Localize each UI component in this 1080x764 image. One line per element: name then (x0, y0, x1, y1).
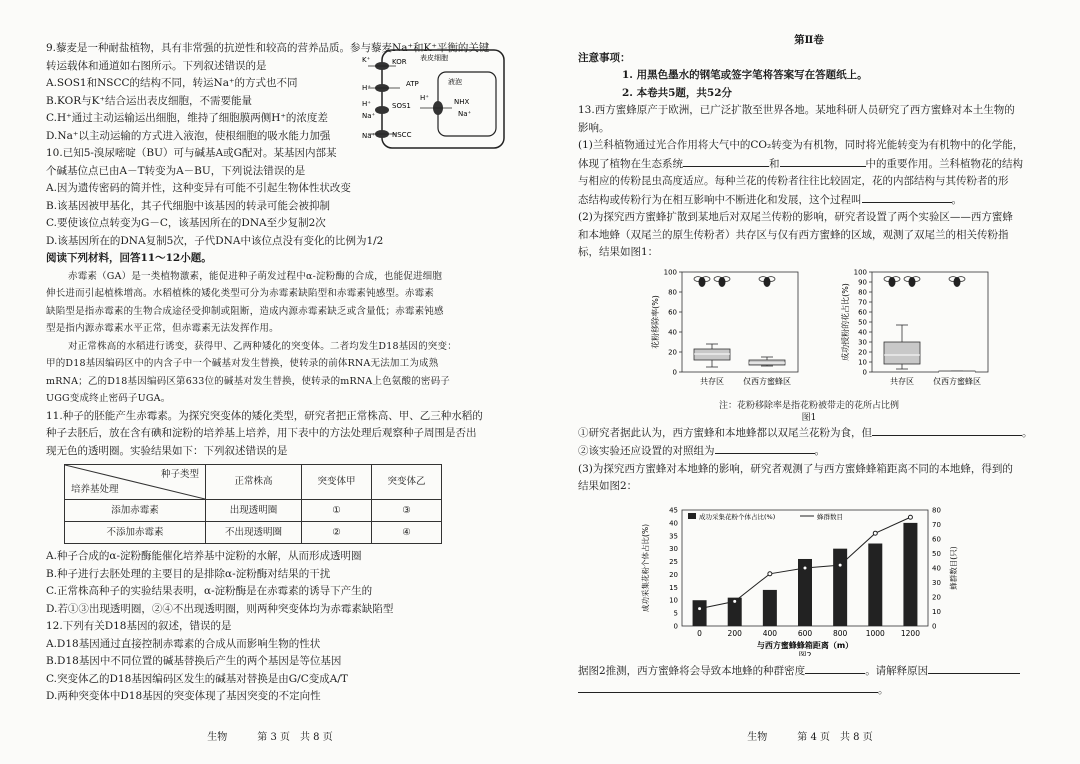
y-tick-label: 100 (663, 268, 677, 276)
box-body (884, 342, 920, 364)
y-tick-label: 10 (669, 596, 678, 605)
y-tick-label: 20 (668, 348, 677, 356)
na-ion: Na⁺ (362, 132, 376, 140)
q13-part1 (578, 191, 1040, 210)
legend-bar-swatch (688, 513, 696, 519)
sos1-label: SOS1 (392, 102, 411, 110)
fig1-label: 图1 (801, 412, 817, 423)
table-header: 正常株高 (206, 465, 302, 500)
x-tick-label: 共存区 (890, 376, 914, 386)
figure-label: 图2 (798, 650, 812, 656)
reading-line: 甲的D18基因编码区中的内含子中一个碱基对发生替换，使转录的前体RNA无法加工为成熟 (46, 358, 439, 369)
q13-part2-question (578, 424, 1040, 443)
vacuole-label: 液泡 (448, 78, 462, 86)
atp-label: ATP (406, 80, 419, 88)
y-tick-label: 20 (858, 348, 867, 356)
y-tick-label: 40 (669, 518, 678, 527)
q13-part2: 标，结果如图1： (578, 246, 659, 258)
line-point (908, 515, 912, 519)
y-tick-label: 100 (853, 268, 867, 276)
q12-option: D.两种突变体中D18基因的突变体现了基因突变的不定向性 (46, 690, 321, 702)
q13-part1 (578, 155, 1040, 174)
answer-blank[interactable] (862, 191, 952, 203)
nscc-label: NSCC (392, 131, 412, 139)
x-tick-label: 仅西方蜜蜂区 (933, 376, 981, 386)
k-ion: K⁺ (362, 56, 371, 64)
sos1-transporter (375, 106, 389, 114)
y2-tick-label: 50 (932, 549, 941, 558)
table-cell: ① (302, 500, 372, 522)
y-axis-label: 成功采集花粉个体占比(%) (641, 523, 650, 612)
text: 。 (951, 193, 962, 206)
table-cell: 添加赤霉素 (65, 500, 206, 522)
reading-line: mRNA；乙的D18基因编码区第633位的碱基对发生替换，使转录的mRNA上色氨酸的密码子 (46, 375, 451, 387)
line-point (873, 531, 877, 535)
table-cell: 不添加赤霉素 (65, 522, 206, 544)
table-cell: 不出现透明圈 (206, 522, 302, 544)
x-tick-label: 1000 (865, 628, 885, 638)
y-tick-label: 80 (668, 288, 677, 296)
x-tick-label: 600 (797, 628, 813, 638)
table-row (65, 522, 442, 544)
q9-line: 转运载体和通道如右图所示。下列叙述错误的是 (46, 59, 267, 72)
bar (903, 522, 917, 625)
x-axis-label: 与西方蜜蜂蜂箱距离（m） (756, 640, 854, 650)
y-tick-label: 5 (673, 609, 678, 618)
y2-axis-label: 蜂群数目(只) (949, 545, 958, 590)
q13-intro: 13.西方蜜蜂原产于欧洲，已广泛扩散至世界各地。某地科研人员研究了西方蜜蜂对本土生物的 (578, 104, 1015, 116)
box-plot-pollen-removal (648, 264, 808, 398)
table-cell: ② (302, 522, 372, 544)
line-point (803, 566, 807, 570)
nhx-label: NHX (454, 98, 470, 106)
bar-line-chart (638, 498, 968, 656)
page-footer: 生物 第 4 页 共 8 页 (747, 731, 873, 743)
y-tick-label: 45 (669, 506, 678, 514)
q11-option: A.种子合成的α-淀粉酶能催化培养基中淀粉的水解，从而形成透明圈 (46, 550, 362, 562)
q13-part2-question (578, 442, 1040, 461)
line-point (733, 599, 737, 603)
table-header: 突变体甲 (302, 465, 372, 500)
text: ②该实验还应设置的对照组为 (578, 445, 715, 457)
q13-part2: 和本地蜂（双尾兰的原生传粉者）共存区与仅有西方蜜蜂的区域，观测了双尾兰的相关传粉指 (578, 228, 1009, 241)
q12-line: 12.下列有关D18基因的叙述，错误的是 (46, 620, 232, 632)
text: 。 (814, 445, 825, 457)
notice-title: 注意事项： (578, 51, 631, 64)
text: 中的重要作用。兰科植物花的结构 (865, 157, 1023, 170)
q11-line: 现无色的透明圈。实验结果如下：下列叙述错误的是 (46, 444, 288, 457)
bee-icon (949, 276, 965, 286)
y-tick-label: 80 (858, 288, 867, 296)
answer-blank[interactable] (928, 662, 1020, 674)
reading-line: 缺陷型是指赤霉素的生物合成途径受抑制或阻断，造成内源赤霉素缺乏或含量低；赤霉素钝感 (46, 305, 444, 317)
text: 和 (769, 157, 780, 170)
cell-transport-diagram (360, 42, 510, 152)
question-12 (46, 618, 526, 706)
y2-tick-label: 70 (932, 520, 941, 529)
table-header: 突变体乙 (372, 465, 442, 500)
q13-part2: (2)为探究西方蜜蜂扩散到某地后对双尾兰传粉的影响，研究者设置了两个实验区——西方蜜蜂 (578, 211, 1013, 223)
na-ion: Na⁺ (362, 112, 376, 120)
text: 态结构或传粉行为在相互影响中不断进化和发展，这个过程叫 (578, 193, 862, 206)
question-11 (46, 408, 526, 619)
cell-label: 表皮细胞 (420, 54, 448, 62)
y-tick-label: 40 (668, 328, 677, 336)
q9-option: A.SOS1和NSCC的结构不同，转运Na⁺的方式也不同 (46, 77, 298, 89)
reading-line: 赤霉素（GA）是一类植物激素，能促进种子萌发过程中α-淀粉酶的合成，也能促进细胞 (68, 270, 443, 282)
diag-top-label: 种子类型 (160, 469, 199, 480)
answer-blank[interactable] (872, 424, 1022, 436)
y-tick-label: 25 (669, 557, 678, 566)
na-ion: Na⁺ (458, 110, 472, 118)
q11-option: C.正常株高种子的实验结果表明，α-淀粉酶是在赤霉素的诱导下产生的 (46, 585, 373, 597)
bar (868, 543, 882, 625)
y-tick-label: 60 (668, 308, 677, 316)
answer-blank[interactable] (578, 681, 878, 693)
answer-blank[interactable] (780, 155, 866, 167)
h-ion: H⁺ (362, 100, 371, 108)
answer-blank[interactable] (715, 442, 815, 454)
y-tick-label: 0 (862, 368, 867, 376)
y-tick-label: 30 (858, 338, 867, 346)
y-tick-label: 90 (858, 278, 867, 286)
fig1-caption: 注：花粉移除率是指花粉被带走的花所占比例 (718, 400, 899, 411)
line-point (698, 606, 702, 610)
y-tick-label: 30 (669, 544, 678, 553)
notice-item: 1. 用黑色墨水的钢笔或签字笔将答案写在答题纸上。 (622, 69, 868, 81)
x-tick-label: 200 (727, 628, 742, 638)
q13-final (578, 662, 1040, 681)
page-footer: 生物 第 3 页 共 8 页 (207, 731, 333, 743)
q9-line: 9.藜麦是一种耐盐植物，具有非常强的抗逆性和较高的营养品质。参与藜麦Na⁺和K⁺平衡的关键 (46, 42, 490, 54)
q10-line: 个碱基位点已由A－T转变为A－BU，下列说法错误的是 (46, 164, 306, 177)
q13-part3: 结果如图2： (578, 480, 638, 492)
q13-part3: (3)为探究西方蜜蜂对本地蜂的影响，研究者观测了与西方蜜蜂蜂箱距离不同的本地蜂，得到的 (578, 462, 1013, 475)
figure-2 (638, 498, 1040, 663)
bar (693, 600, 707, 626)
line-point (768, 571, 772, 575)
y2-tick-label: 30 (932, 578, 941, 587)
y-tick-label: 50 (858, 318, 867, 326)
q12-option: A.D18基因通过直接控制赤霉素的合成从而影响生物的性状 (46, 637, 321, 650)
diag-bottom-label: 培养基处理 (71, 483, 119, 495)
x-tick-label: 1200 (900, 628, 920, 638)
h-ion: H⁺ (362, 84, 371, 92)
x-tick-label: 400 (762, 628, 778, 638)
bee-icon (694, 276, 710, 286)
y-tick-label: 40 (858, 328, 867, 336)
reading-title: 阅读下列材料，回答11～12小题。 (46, 252, 212, 264)
q13-final (578, 681, 1040, 700)
y-tick-label: 10 (858, 358, 867, 366)
q12-option: C.突变体乙的D18基因编码区发生的碱基对替换是由G/C变成A/T (46, 672, 348, 685)
reading-line: UGG变成终止密码子UGA。 (46, 393, 171, 404)
y2-tick-label: 0 (932, 622, 937, 630)
figure-1 (578, 264, 1040, 398)
reading-line: 型是指内源赤霉素水平正常，但赤霉素无法发挥作用。 (46, 323, 279, 334)
y-tick-label: 0 (672, 368, 677, 376)
table-cell: 出现透明圈 (206, 500, 302, 522)
y-tick-label: 0 (673, 622, 678, 630)
y2-tick-label: 40 (932, 564, 941, 572)
q10-option: B.该基因被甲基化，其子代细胞中该基因的转录可能会被抑制 (46, 199, 331, 212)
y2-tick-label: 80 (932, 506, 941, 514)
q11-line: 种子去胚后，放在含有碘和淀粉的培养基上培养，用下表中的方法处理后观察种子周围是否出 (46, 427, 477, 439)
section-title: 第Ⅱ卷 (794, 34, 824, 46)
y-axis-label: 花粉移除率(%) (651, 294, 660, 349)
bee-icon (884, 276, 900, 286)
answer-blank[interactable] (683, 155, 769, 167)
q9-option: B.KOR与K⁺结合运出表皮细胞，不需要能量 (46, 94, 253, 107)
x-tick-label: 共存区 (700, 376, 724, 386)
bee-icon (714, 276, 730, 286)
reading-material (46, 268, 526, 408)
q9-option: D.Na⁺以主动运输的方式进入液泡，使根细胞的吸水能力加强 (46, 129, 331, 142)
text: 。 (1022, 426, 1033, 439)
experiment-table (64, 464, 442, 544)
q11-option: D.若①③出现透明圈，②④不出现透明圈，则两种突变体均为赤霉素缺陷型 (46, 602, 394, 615)
table-diagonal-header (65, 465, 205, 499)
bar (763, 589, 777, 625)
text: 。请解释原因 (865, 665, 929, 677)
question-10 (46, 145, 526, 250)
notice-item: 2. 本卷共5题，共52分 (622, 86, 733, 99)
text: 。 (878, 683, 889, 696)
answer-blank[interactable] (805, 662, 865, 674)
text: 据图2推测，西方蜜蜂将会导致本地蜂的种群密度 (578, 665, 806, 677)
q13-part1: 与相应的传粉昆虫高度适应。每种兰花的传粉者往往比较固定，花的内部结构与其传粉者的形 (578, 175, 1009, 187)
y-tick-label: 70 (858, 298, 867, 306)
y-tick-label: 35 (669, 531, 678, 540)
x-tick-label: 0 (697, 628, 702, 638)
table-cell: ③ (372, 500, 442, 522)
q10-line: 10.已知5-溴尿嘧啶（BU）可与碱基A或G配对。某基因内部某 (46, 147, 337, 159)
line-point (838, 563, 842, 567)
reading-line: 对正常株高的水稻进行诱变，获得甲、乙两种矮化的突变体。二者均发生D18基因的突变： (68, 340, 457, 352)
kor-label: KOR (392, 58, 407, 66)
legend-line-label: 蜂群数目 (817, 512, 843, 521)
y-tick-label: 20 (669, 570, 678, 579)
text: 体现了植物在生态系统 (578, 157, 683, 170)
q10-option: C.要使该位点转变为G－C，该基因所在的DNA至少复制2次 (46, 217, 326, 229)
reading-line: 伸长进而引起植株增高。水稻植株的矮化类型可分为赤霉素缺陷型和赤霉素钝感型。赤霉素 (46, 288, 435, 299)
right-page (540, 0, 1080, 764)
box-plot-pollination (838, 264, 998, 398)
q9-option: C.H⁺通过主动运输运出细胞，维持了细胞膜两侧H⁺的浓度差 (46, 112, 328, 124)
q13-part1: (1)兰科植物通过光合作用将大气中的CO₂转变为有机物，同时将光能转变为有机物中的化学能， (578, 139, 1024, 151)
table-cell: ④ (372, 522, 442, 544)
q11-line: 11.种子的胚能产生赤霉素。为探究突变体的矮化类型，研究者把正常株高、甲、乙三种水稻的 (46, 409, 483, 422)
text: ①研究者据此认为，西方蜜蜂和本地蜂都以双尾兰花粉为食，但 (578, 426, 872, 439)
x-tick-label: 800 (832, 628, 848, 638)
x-tick-label: 仅西方蜜蜂区 (743, 376, 791, 386)
y-axis-label: 成功授粉的花占比(%) (841, 282, 850, 361)
table-row (65, 500, 442, 522)
q10-option: D.该基因所在的DNA复制5次，子代DNA中该位点没有变化的比例为1/2 (46, 234, 384, 247)
y2-tick-label: 60 (932, 535, 941, 543)
h-ion: H⁺ (420, 94, 429, 102)
legend-bar-label: 成功采集花粉个体占比(%) (699, 512, 776, 521)
y2-tick-label: 10 (932, 607, 941, 616)
bee-icon (759, 276, 775, 286)
q13-intro: 影响。 (578, 121, 610, 134)
y-tick-label: 60 (858, 308, 867, 316)
y-tick-label: 15 (669, 583, 678, 592)
bee-icon (904, 276, 920, 286)
q11-option: B.种子进行去胚处理的主要目的是排除α-淀粉酶对结果的干扰 (46, 567, 331, 580)
y2-tick-label: 20 (932, 593, 941, 601)
q10-option: A.因为遗传密码的简并性，这种变异有可能不引起生物体性状改变 (46, 182, 351, 194)
q12-option: B.D18基因中不同位置的碱基替换后产生的两个基因是等位基因 (46, 655, 342, 667)
